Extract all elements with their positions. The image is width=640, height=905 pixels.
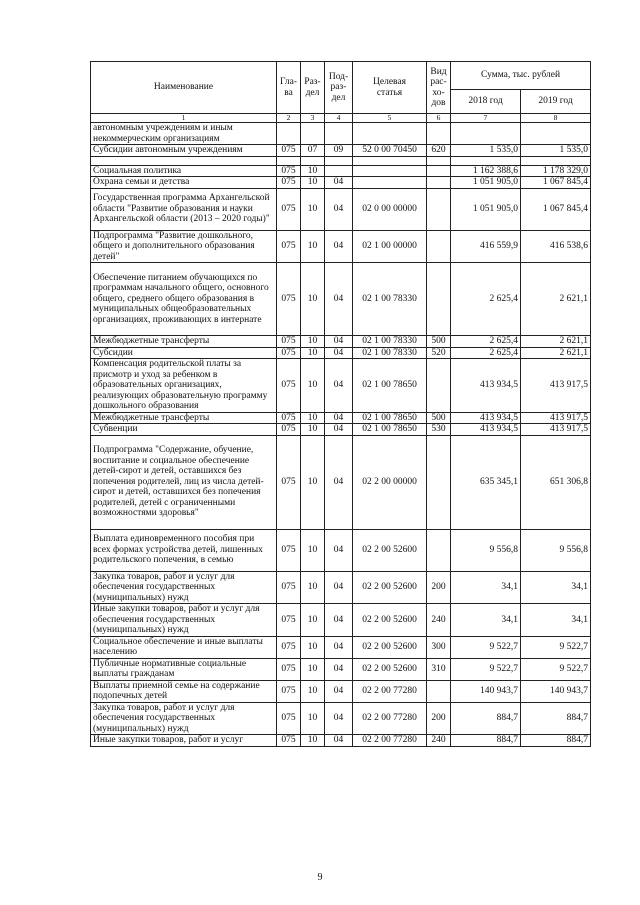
cell-y2018: 413 934,5 — [451, 359, 521, 413]
cell-name: Подпрограмма "Развитие дошкольного, общего и дополнительного образования детей" — [91, 230, 277, 263]
cell-glava: 075 — [277, 680, 301, 702]
cell-glava: 075 — [277, 165, 301, 177]
table-row — [91, 188, 591, 230]
cell-vid: 200 — [427, 702, 451, 735]
cell-vid — [427, 359, 451, 413]
cell-podrazdel: 04 — [325, 359, 353, 413]
table-row — [91, 636, 591, 658]
cell-target: 02 2 00 77280 — [353, 735, 427, 747]
table-row — [91, 702, 591, 735]
page-number: 9 — [317, 872, 323, 883]
cell-glava: 075 — [277, 435, 301, 529]
cell-y2018: 9 556,8 — [451, 529, 521, 571]
cell-razdel: 10 — [301, 412, 325, 424]
header-2019: 2019 год — [521, 90, 591, 114]
cell-target — [353, 165, 427, 177]
budget-table — [90, 61, 591, 747]
cell-podrazdel: 04 — [325, 336, 353, 348]
cell-target — [353, 177, 427, 189]
cell-podrazdel: 04 — [325, 636, 353, 658]
cell-vid: 520 — [427, 347, 451, 359]
cell-razdel: 10 — [301, 359, 325, 413]
cell-name: автономным учреждениям и иным некоммерческим организациям — [91, 123, 277, 145]
cell-glava — [277, 123, 301, 145]
header-row — [91, 62, 591, 90]
cell-razdel: 10 — [301, 529, 325, 571]
cell-target: 02 1 00 78650 — [353, 412, 427, 424]
cell-glava: 075 — [277, 359, 301, 413]
cell-y2019: 140 943,7 — [521, 680, 591, 702]
cell-name: Иные закупки товаров, работ и услуг для обеспечения государственных (муниципальных) нужд — [91, 604, 277, 637]
table-row — [91, 435, 591, 529]
cell-y2019 — [521, 123, 591, 145]
cell-razdel: 10 — [301, 435, 325, 529]
cell-vid: 500 — [427, 412, 451, 424]
column-number: 5 — [353, 114, 427, 123]
cell-y2019: 9 522,7 — [521, 658, 591, 680]
cell-y2018: 34,1 — [451, 571, 521, 604]
header-podrazdel: Под- раз- дел — [325, 62, 353, 114]
cell-name: Охрана семьи и детства — [91, 177, 277, 189]
cell-y2018: 1 051 905,0 — [451, 177, 521, 189]
cell-podrazdel: 04 — [325, 177, 353, 189]
cell-razdel: 10 — [301, 188, 325, 230]
cell-y2019: 2 621,1 — [521, 347, 591, 359]
column-number: 7 — [451, 114, 521, 123]
cell-glava: 075 — [277, 529, 301, 571]
cell-y2019: 9 522,7 — [521, 636, 591, 658]
cell-y2019: 1 178 329,0 — [521, 165, 591, 177]
cell-podrazdel: 04 — [325, 435, 353, 529]
cell-podrazdel: 04 — [325, 412, 353, 424]
cell-target: 02 1 00 78330 — [353, 336, 427, 348]
cell-razdel: 10 — [301, 735, 325, 747]
cell-vid: 240 — [427, 604, 451, 637]
cell-target: 02 2 00 00000 — [353, 435, 427, 529]
table-row — [91, 359, 591, 413]
cell-razdel: 10 — [301, 230, 325, 263]
cell-vid — [427, 230, 451, 263]
cell-vid: 310 — [427, 658, 451, 680]
cell-y2019: 34,1 — [521, 571, 591, 604]
cell-target: 02 0 00 00000 — [353, 188, 427, 230]
cell-vid — [427, 263, 451, 336]
table-row — [91, 263, 591, 336]
table-row — [91, 230, 591, 263]
cell-glava: 075 — [277, 658, 301, 680]
cell-vid: 240 — [427, 735, 451, 747]
cell-target: 02 2 00 52600 — [353, 658, 427, 680]
cell-name: Субсидии — [91, 347, 277, 359]
cell-razdel: 10 — [301, 604, 325, 637]
cell-vid: 300 — [427, 636, 451, 658]
cell-vid: 530 — [427, 424, 451, 436]
cell-y2019: 34,1 — [521, 604, 591, 637]
cell-target: 02 1 00 78330 — [353, 347, 427, 359]
cell-y2019: 416 538,6 — [521, 230, 591, 263]
cell-podrazdel: 04 — [325, 604, 353, 637]
cell-y2019 — [521, 156, 591, 165]
cell-y2019: 2 621,1 — [521, 263, 591, 336]
cell-razdel: 10 — [301, 336, 325, 348]
cell-vid — [427, 680, 451, 702]
cell-name: Межбюджетные трансферты — [91, 412, 277, 424]
cell-name: Государственная программа Архангельской области "Развитие образования и науки Архангельской области (2013 – 2020 годы)" — [91, 188, 277, 230]
cell-podrazdel: 04 — [325, 571, 353, 604]
cell-y2018: 9 522,7 — [451, 636, 521, 658]
table-row — [91, 658, 591, 680]
cell-razdel: 10 — [301, 424, 325, 436]
cell-name: Закупка товаров, работ и услуг для обеспечения государственных (муниципальных) нужд — [91, 702, 277, 735]
cell-glava: 075 — [277, 230, 301, 263]
cell-name: Подпрограмма "Содержание, обучение, воспитание и социальное обеспечение детей-сирот и детей, оставшихся без попечения родителей, лиц из числа детей-сирот и детей, оставшихся без попечения родителей, детей с ограниченными возможностями здоровья" — [91, 435, 277, 529]
cell-y2019: 2 621,1 — [521, 336, 591, 348]
cell-podrazdel: 04 — [325, 230, 353, 263]
cell-y2018: 140 943,7 — [451, 680, 521, 702]
cell-podrazdel: 04 — [325, 658, 353, 680]
cell-razdel — [301, 123, 325, 145]
table-row — [91, 177, 591, 189]
cell-podrazdel: 04 — [325, 263, 353, 336]
table-body — [91, 123, 591, 747]
cell-name — [91, 156, 277, 165]
cell-glava: 075 — [277, 604, 301, 637]
cell-target: 02 2 00 52600 — [353, 604, 427, 637]
cell-vid: 200 — [427, 571, 451, 604]
table-row — [91, 165, 591, 177]
table-row — [91, 412, 591, 424]
cell-name: Закупка товаров, работ и услуг для обеспечения государственных (муниципальных) нужд — [91, 571, 277, 604]
cell-target: 02 2 00 77280 — [353, 702, 427, 735]
cell-podrazdel — [325, 156, 353, 165]
cell-glava: 075 — [277, 177, 301, 189]
cell-glava: 075 — [277, 263, 301, 336]
cell-target: 02 1 00 78650 — [353, 424, 427, 436]
column-number: 1 — [91, 114, 277, 123]
table-row — [91, 336, 591, 348]
cell-vid — [427, 156, 451, 165]
table-row — [91, 145, 591, 157]
header-vid: Вид рас- хо- дов — [427, 62, 451, 114]
cell-y2018: 413 934,5 — [451, 424, 521, 436]
cell-glava: 075 — [277, 145, 301, 157]
cell-razdel: 07 — [301, 145, 325, 157]
cell-y2019: 1 067 845,4 — [521, 177, 591, 189]
cell-razdel: 10 — [301, 702, 325, 735]
cell-vid — [427, 188, 451, 230]
cell-podrazdel: 04 — [325, 424, 353, 436]
table-row — [91, 156, 591, 165]
cell-glava: 075 — [277, 188, 301, 230]
cell-glava: 075 — [277, 424, 301, 436]
cell-y2019: 651 306,8 — [521, 435, 591, 529]
cell-glava: 075 — [277, 571, 301, 604]
cell-podrazdel: 04 — [325, 529, 353, 571]
table-row — [91, 529, 591, 571]
cell-razdel: 10 — [301, 571, 325, 604]
cell-target: 52 0 00 70450 — [353, 145, 427, 157]
cell-name: Выплата единовременного пособия при всех формах устройства детей, лишенных родительского попечения, в семью — [91, 529, 277, 571]
cell-glava: 075 — [277, 636, 301, 658]
cell-podrazdel — [325, 123, 353, 145]
table-row — [91, 571, 591, 604]
cell-target: 02 1 00 78650 — [353, 359, 427, 413]
cell-y2019: 413 917,5 — [521, 412, 591, 424]
cell-vid — [427, 123, 451, 145]
cell-y2019: 413 917,5 — [521, 424, 591, 436]
header-2018: 2018 год — [451, 90, 521, 114]
cell-glava: 075 — [277, 702, 301, 735]
cell-y2018: 884,7 — [451, 702, 521, 735]
table-row — [91, 424, 591, 436]
cell-glava — [277, 156, 301, 165]
cell-razdel: 10 — [301, 263, 325, 336]
column-number: 3 — [301, 114, 325, 123]
cell-podrazdel: 04 — [325, 188, 353, 230]
cell-y2018: 9 522,7 — [451, 658, 521, 680]
cell-y2018: 1 535,0 — [451, 145, 521, 157]
cell-y2018: 1 162 388,6 — [451, 165, 521, 177]
cell-target — [353, 123, 427, 145]
cell-y2018: 34,1 — [451, 604, 521, 637]
cell-vid — [427, 435, 451, 529]
cell-podrazdel: 04 — [325, 702, 353, 735]
cell-razdel — [301, 156, 325, 165]
cell-target: 02 2 00 52600 — [353, 636, 427, 658]
cell-target: 02 2 00 52600 — [353, 529, 427, 571]
table-row — [91, 680, 591, 702]
cell-podrazdel: 09 — [325, 145, 353, 157]
header-target: Целевая статья — [353, 62, 427, 114]
cell-y2018: 2 625,4 — [451, 263, 521, 336]
cell-y2018 — [451, 123, 521, 145]
cell-razdel: 10 — [301, 177, 325, 189]
cell-podrazdel: 04 — [325, 347, 353, 359]
cell-name: Субвенции — [91, 424, 277, 436]
cell-podrazdel — [325, 165, 353, 177]
cell-y2018: 413 934,5 — [451, 412, 521, 424]
cell-razdel: 10 — [301, 680, 325, 702]
column-number: 2 — [277, 114, 301, 123]
cell-name: Социальное обеспечение и иные выплаты населению — [91, 636, 277, 658]
column-number: 8 — [521, 114, 591, 123]
table-row — [91, 735, 591, 747]
cell-podrazdel: 04 — [325, 680, 353, 702]
cell-y2018: 635 345,1 — [451, 435, 521, 529]
header-razdel: Раз- дел — [301, 62, 325, 114]
cell-name: Публичные нормативные социальные выплаты гражданам — [91, 658, 277, 680]
cell-razdel: 10 — [301, 636, 325, 658]
table-row — [91, 604, 591, 637]
cell-target: 02 2 00 77280 — [353, 680, 427, 702]
cell-name: Межбюджетные трансферты — [91, 336, 277, 348]
cell-y2018: 2 625,4 — [451, 336, 521, 348]
cell-name: Иные закупки товаров, работ и услуг — [91, 735, 277, 747]
cell-target — [353, 156, 427, 165]
cell-vid: 500 — [427, 336, 451, 348]
cell-razdel: 10 — [301, 165, 325, 177]
cell-target: 02 2 00 52600 — [353, 571, 427, 604]
cell-name: Субсидии автономным учреждениям — [91, 145, 277, 157]
cell-target: 02 1 00 78330 — [353, 263, 427, 336]
cell-y2018: 884,7 — [451, 735, 521, 747]
table-row — [91, 123, 591, 145]
cell-glava: 075 — [277, 347, 301, 359]
header-glava: Гла- ва — [277, 62, 301, 114]
cell-razdel: 10 — [301, 347, 325, 359]
cell-name: Выплаты приемной семье на содержание подопечных детей — [91, 680, 277, 702]
cell-y2018 — [451, 156, 521, 165]
column-number: 4 — [325, 114, 353, 123]
cell-y2018: 1 051 905,0 — [451, 188, 521, 230]
cell-vid — [427, 529, 451, 571]
cell-podrazdel: 04 — [325, 735, 353, 747]
cell-target: 02 1 00 00000 — [353, 230, 427, 263]
cell-y2019: 413 917,5 — [521, 359, 591, 413]
cell-vid: 620 — [427, 145, 451, 157]
cell-razdel: 10 — [301, 658, 325, 680]
cell-name: Обеспечение питанием обучающихся по программам начального общего, основного общего, среднего общего образования в муниципальных общеобразовательных организациях, проживающих в интернате — [91, 263, 277, 336]
header-sum: Сумма, тыс. рублей — [451, 62, 591, 90]
column-number: 6 — [427, 114, 451, 123]
table-row — [91, 347, 591, 359]
cell-y2018: 416 559,9 — [451, 230, 521, 263]
cell-name: Социальная политика — [91, 165, 277, 177]
cell-y2019: 9 556,8 — [521, 529, 591, 571]
cell-vid — [427, 165, 451, 177]
cell-glava: 075 — [277, 412, 301, 424]
cell-name: Компенсация родительской платы за присмотр и уход за ребенком в образовательных организациях, реализующих образовательную программу дошкольного образования — [91, 359, 277, 413]
header-name: Наименование — [91, 62, 277, 114]
cell-glava: 075 — [277, 735, 301, 747]
cell-glava: 075 — [277, 336, 301, 348]
cell-y2019: 1 535,0 — [521, 145, 591, 157]
cell-y2019: 884,7 — [521, 702, 591, 735]
cell-y2018: 2 625,4 — [451, 347, 521, 359]
column-numbers-row — [91, 114, 591, 123]
cell-y2019: 884,7 — [521, 735, 591, 747]
cell-vid — [427, 177, 451, 189]
cell-y2019: 1 067 845,4 — [521, 188, 591, 230]
